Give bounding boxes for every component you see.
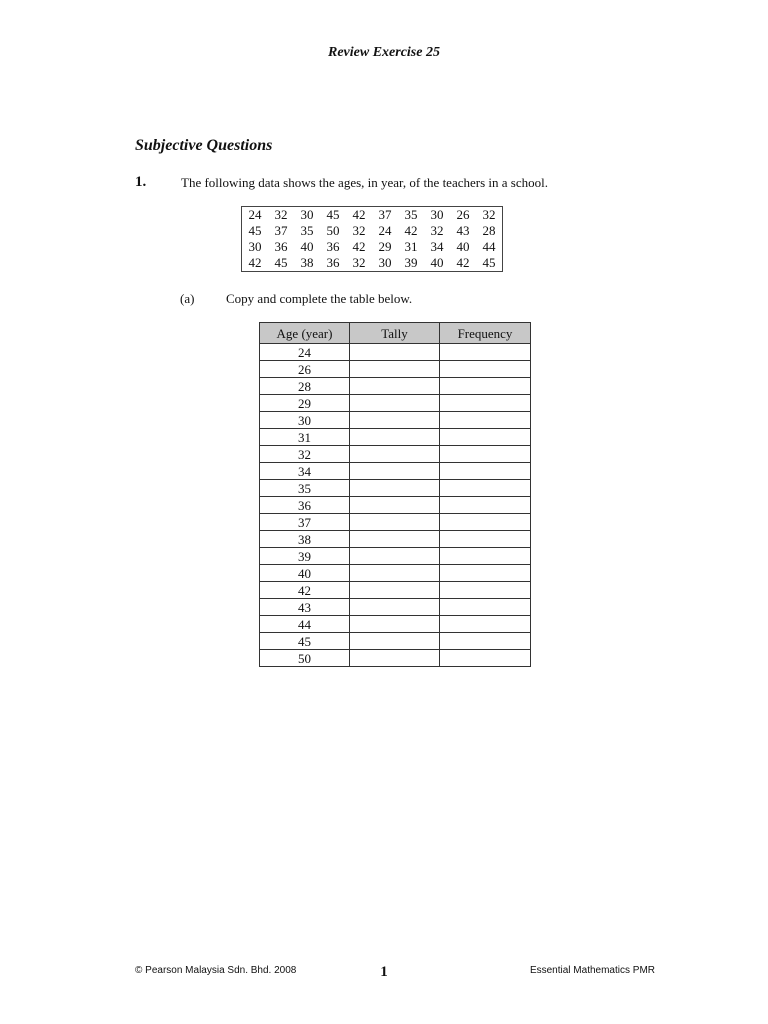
age-cell: 37 xyxy=(260,514,350,531)
header-frequency: Frequency xyxy=(440,323,531,344)
frequency-cell[interactable] xyxy=(440,446,531,463)
part-a-text: Copy and complete the table below. xyxy=(226,291,413,306)
frequency-cell[interactable] xyxy=(440,463,531,480)
data-grid-cell: 29 xyxy=(378,239,392,254)
data-grid-cell: 50 xyxy=(326,223,340,238)
frequency-table-header-row xyxy=(260,323,531,344)
frequency-table-row xyxy=(260,514,531,531)
tally-cell[interactable] xyxy=(350,378,440,395)
tally-cell[interactable] xyxy=(350,429,440,446)
data-grid-cell: 36 xyxy=(326,239,340,254)
data-grid-cell: 45 xyxy=(326,207,340,222)
data-grid-cell: 32 xyxy=(430,223,444,238)
frequency-cell[interactable] xyxy=(440,429,531,446)
frequency-cell[interactable] xyxy=(440,378,531,395)
age-cell: 43 xyxy=(260,599,350,616)
frequency-table-row xyxy=(260,548,531,565)
age-cell: 24 xyxy=(260,344,350,361)
frequency-cell[interactable] xyxy=(440,565,531,582)
data-grid-cell: 42 xyxy=(404,223,418,238)
tally-cell[interactable] xyxy=(350,412,440,429)
age-cell: 31 xyxy=(260,429,350,446)
part-a-label: (a) xyxy=(180,291,195,306)
age-cell: 29 xyxy=(260,395,350,412)
frequency-cell[interactable] xyxy=(440,531,531,548)
data-grid-cell: 40 xyxy=(456,239,470,254)
frequency-cell[interactable] xyxy=(440,633,531,650)
footer-book-title: Essential Mathematics PMR xyxy=(529,965,655,976)
frequency-table-row xyxy=(260,633,531,650)
frequency-cell[interactable] xyxy=(440,514,531,531)
tally-cell[interactable] xyxy=(350,497,440,514)
age-cell: 39 xyxy=(260,548,350,565)
tally-cell[interactable] xyxy=(350,650,440,667)
data-grid-cell: 31 xyxy=(404,239,418,254)
frequency-cell[interactable] xyxy=(440,344,531,361)
ages-data-grid xyxy=(241,206,503,272)
frequency-table-row xyxy=(260,361,531,378)
data-grid-cell: 40 xyxy=(300,239,314,254)
data-grid-cell: 44 xyxy=(482,239,496,254)
frequency-cell[interactable] xyxy=(440,361,531,378)
frequency-table-row xyxy=(260,497,531,514)
tally-cell[interactable] xyxy=(350,599,440,616)
frequency-table-row xyxy=(260,378,531,395)
data-grid-cell: 30 xyxy=(430,207,444,222)
data-grid-cell: 32 xyxy=(274,207,288,222)
data-grid-cell: 36 xyxy=(274,239,288,254)
frequency-table-row xyxy=(260,446,531,463)
data-grid-cell: 45 xyxy=(248,223,262,238)
tally-cell[interactable] xyxy=(350,361,440,378)
frequency-table-row xyxy=(260,429,531,446)
tally-cell[interactable] xyxy=(350,344,440,361)
data-grid-cell: 39 xyxy=(404,255,418,270)
data-grid-cell: 28 xyxy=(482,223,496,238)
header-age: Age (year) xyxy=(260,323,350,344)
age-cell: 40 xyxy=(260,565,350,582)
data-grid-cell: 24 xyxy=(248,207,262,222)
data-grid-cell: 26 xyxy=(456,207,470,222)
age-cell: 30 xyxy=(260,412,350,429)
frequency-table-row xyxy=(260,395,531,412)
data-grid-row xyxy=(242,223,503,239)
frequency-table-row xyxy=(260,344,531,361)
age-cell: 45 xyxy=(260,633,350,650)
data-grid-row xyxy=(242,239,503,255)
age-cell: 34 xyxy=(260,463,350,480)
data-grid-cell: 34 xyxy=(430,239,444,254)
age-cell: 35 xyxy=(260,480,350,497)
data-grid-cell: 35 xyxy=(404,207,418,222)
frequency-table-row xyxy=(260,565,531,582)
data-grid-cell: 32 xyxy=(482,207,496,222)
data-grid-cell: 30 xyxy=(248,239,262,254)
age-cell: 32 xyxy=(260,446,350,463)
data-grid-cell: 36 xyxy=(326,255,340,270)
frequency-cell[interactable] xyxy=(440,548,531,565)
data-grid-cell: 43 xyxy=(456,223,470,238)
tally-cell[interactable] xyxy=(350,582,440,599)
data-grid-cell: 42 xyxy=(456,255,470,270)
tally-cell[interactable] xyxy=(350,480,440,497)
frequency-cell[interactable] xyxy=(440,582,531,599)
section-title: Subjective Questions xyxy=(135,137,273,154)
data-grid-cell: 30 xyxy=(378,255,392,270)
data-grid-cell: 32 xyxy=(352,255,366,270)
frequency-table-row xyxy=(260,582,531,599)
tally-cell[interactable] xyxy=(350,531,440,548)
footer-page-number: 1 xyxy=(380,964,388,980)
data-grid-cell: 45 xyxy=(274,255,288,270)
tally-cell[interactable] xyxy=(350,633,440,650)
tally-cell[interactable] xyxy=(350,548,440,565)
page-header-title: Review Exercise 25 xyxy=(328,45,440,60)
footer-copyright: © Pearson Malaysia Sdn. Bhd. 2008 xyxy=(135,965,297,976)
frequency-table-row xyxy=(260,412,531,429)
frequency-cell[interactable] xyxy=(440,599,531,616)
frequency-cell[interactable] xyxy=(440,395,531,412)
data-grid-cell: 45 xyxy=(482,255,496,270)
header-tally: Tally xyxy=(350,323,440,344)
frequency-cell[interactable] xyxy=(440,497,531,514)
frequency-table-row xyxy=(260,463,531,480)
data-grid-cell: 38 xyxy=(300,255,314,270)
frequency-table xyxy=(259,322,531,667)
frequency-cell[interactable] xyxy=(440,650,531,667)
data-grid-cell: 32 xyxy=(352,223,366,238)
age-cell: 36 xyxy=(260,497,350,514)
tally-cell[interactable] xyxy=(350,463,440,480)
frequency-table-row xyxy=(260,531,531,548)
age-cell: 38 xyxy=(260,531,350,548)
data-grid-row xyxy=(242,255,503,272)
age-cell: 42 xyxy=(260,582,350,599)
data-grid-cell: 37 xyxy=(274,223,288,238)
frequency-cell[interactable] xyxy=(440,412,531,429)
question-number: 1. xyxy=(135,174,147,190)
tally-cell[interactable] xyxy=(350,565,440,582)
frequency-cell[interactable] xyxy=(440,616,531,633)
question-text: The following data shows the ages, in year, of the teachers in a school. xyxy=(181,175,548,190)
frequency-table-row xyxy=(260,480,531,497)
data-grid-cell: 24 xyxy=(378,223,392,238)
data-grid-cell: 42 xyxy=(352,239,366,254)
frequency-table-row xyxy=(260,616,531,633)
tally-cell[interactable] xyxy=(350,514,440,531)
data-grid-cell: 37 xyxy=(378,207,392,222)
frequency-cell[interactable] xyxy=(440,480,531,497)
tally-cell[interactable] xyxy=(350,616,440,633)
age-cell: 50 xyxy=(260,650,350,667)
age-cell: 28 xyxy=(260,378,350,395)
frequency-table-row xyxy=(260,599,531,616)
data-grid-row xyxy=(242,207,503,224)
data-grid-cell: 30 xyxy=(300,207,314,222)
data-grid-cell: 42 xyxy=(248,255,262,270)
age-cell: 26 xyxy=(260,361,350,378)
frequency-table-row xyxy=(260,650,531,667)
data-grid-cell: 40 xyxy=(430,255,444,270)
data-grid-cell: 35 xyxy=(300,223,314,238)
tally-cell[interactable] xyxy=(350,395,440,412)
tally-cell[interactable] xyxy=(350,446,440,463)
data-grid-cell: 42 xyxy=(352,207,366,222)
age-cell: 44 xyxy=(260,616,350,633)
